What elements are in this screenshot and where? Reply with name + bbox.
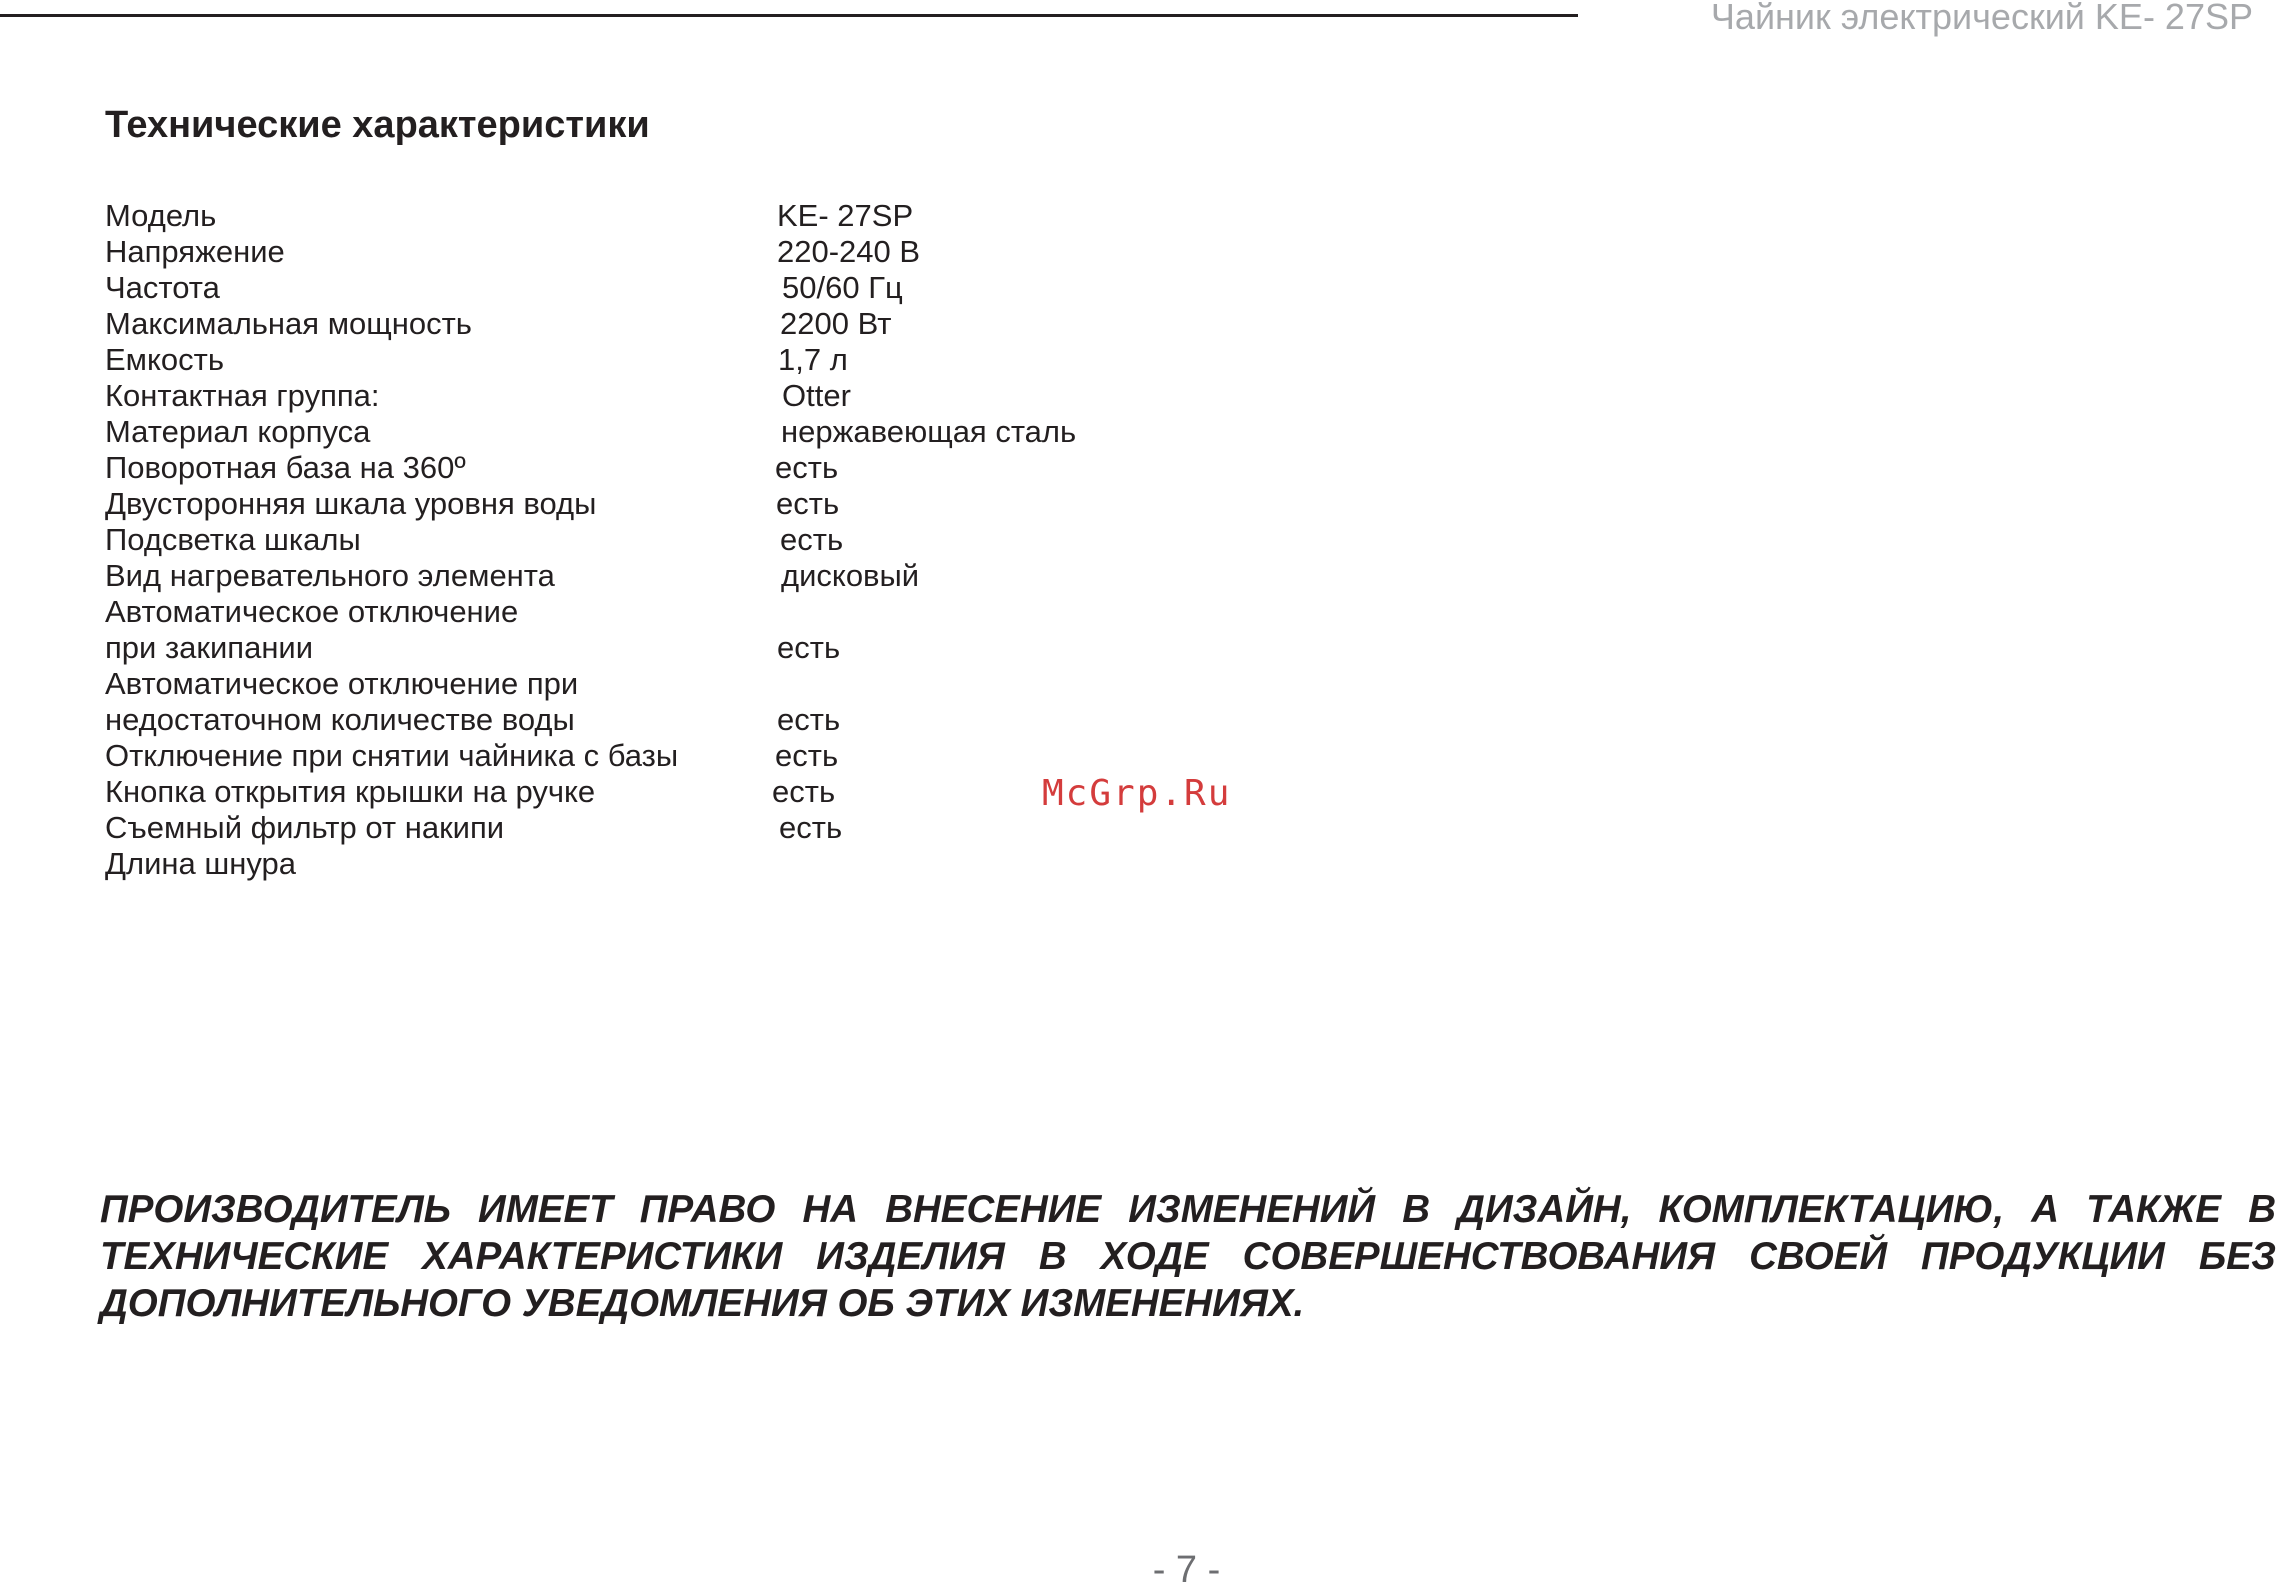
spec-label: Контактная группа: bbox=[105, 378, 380, 413]
spec-row-auto-off-low-water bbox=[105, 666, 1205, 738]
spec-row-lid-button bbox=[105, 774, 1205, 810]
spec-label: Съемный фильтр от накипи bbox=[105, 810, 505, 845]
spec-value: дисковый bbox=[781, 558, 920, 593]
spec-label: Автоматическое отключение bbox=[105, 594, 519, 629]
spec-row-auto-off-boil bbox=[105, 594, 1205, 666]
spec-table bbox=[105, 198, 1205, 882]
spec-label: Максимальная мощность bbox=[105, 306, 472, 341]
document-header-title: Чайник электрический KE- 27SP bbox=[1710, 0, 2253, 37]
manufacturer-disclaimer: ПРОИЗВОДИТЕЛЬ ИМЕЕТ ПРАВО НА ВНЕСЕНИЕ ИЗМЕНЕНИЙ В ДИЗАЙН, КОМПЛЕКТАЦИЮ, А ТАКЖЕ В ТЕХНИЧЕСКИЕ ХАРАКТЕРИСТИКИ ИЗДЕЛИЯ В ХОДЕ СОВЕРШЕНСТВОВАНИЯ СВОЕЙ ПРОДУКЦИИ БЕЗ ДОПОЛНИТЕЛЬНОГО УВЕДОМЛЕНИЯ ОБ ЭТИХ ИЗМЕНЕНИЯХ. bbox=[100, 1188, 2276, 1325]
spec-row-water-scale bbox=[105, 486, 1205, 522]
spec-value: есть bbox=[780, 522, 844, 557]
spec-value: 50/60 Гц bbox=[782, 270, 903, 305]
spec-label: Вид нагревательного элемента bbox=[105, 558, 555, 593]
spec-label: Модель bbox=[105, 198, 217, 233]
spec-value: есть bbox=[775, 450, 839, 485]
spec-row-off-when-lifted bbox=[105, 738, 1205, 774]
spec-row-capacity bbox=[105, 342, 1205, 378]
spec-row-body-material bbox=[105, 414, 1205, 450]
spec-value: есть bbox=[775, 738, 839, 773]
spec-label: Длина шнура bbox=[105, 846, 296, 881]
spec-value: 220-240 В bbox=[777, 234, 921, 269]
spec-label: Материал корпуса bbox=[105, 414, 371, 449]
spec-value: 2200 Вт bbox=[780, 306, 892, 341]
spec-row-heating-element bbox=[105, 558, 1205, 594]
spec-value: KE- 27SP bbox=[777, 198, 914, 233]
spec-label: Емкость bbox=[105, 342, 224, 377]
spec-value: Otter bbox=[782, 378, 851, 413]
watermark: McGrp.Ru bbox=[1042, 773, 1232, 814]
spec-label: Отключение при снятии чайника с базы bbox=[105, 738, 679, 773]
spec-row-rotating-base bbox=[105, 450, 1205, 486]
spec-label: Поворотная база на 360º bbox=[105, 450, 466, 485]
spec-value: есть bbox=[779, 810, 843, 845]
spec-row-max-power bbox=[105, 306, 1205, 342]
spec-label: Подсветка шкалы bbox=[105, 522, 361, 557]
spec-row-frequency bbox=[105, 270, 1205, 306]
spec-value: есть bbox=[772, 774, 836, 809]
spec-label: Частота bbox=[105, 270, 220, 305]
spec-value: есть bbox=[776, 486, 840, 521]
spec-label: Автоматическое отключение при bbox=[105, 666, 579, 701]
page-number: - 7 - bbox=[1152, 1549, 1221, 1591]
spec-row-contact-group bbox=[105, 378, 1205, 414]
spec-label: Напряжение bbox=[105, 234, 285, 269]
spec-row-scale-backlight bbox=[105, 522, 1205, 558]
section-title: Технические характеристики bbox=[105, 104, 650, 146]
header-rule bbox=[0, 14, 1578, 17]
spec-value: нержавеющая сталь bbox=[781, 414, 1077, 449]
spec-label: Двусторонняя шкала уровня воды bbox=[105, 486, 597, 521]
spec-label-continued: при закипании bbox=[105, 630, 314, 665]
spec-row-cord-length bbox=[105, 846, 1205, 882]
spec-value: 1,7 л bbox=[778, 342, 848, 377]
spec-value: есть bbox=[777, 630, 841, 665]
spec-row-removable-filter bbox=[105, 810, 1205, 846]
spec-label-continued: недостаточном количестве воды bbox=[105, 702, 575, 737]
spec-row-model bbox=[105, 198, 1205, 234]
spec-row-voltage bbox=[105, 234, 1205, 270]
spec-value: есть bbox=[777, 702, 841, 737]
spec-label: Кнопка открытия крышки на ручке bbox=[105, 774, 596, 809]
